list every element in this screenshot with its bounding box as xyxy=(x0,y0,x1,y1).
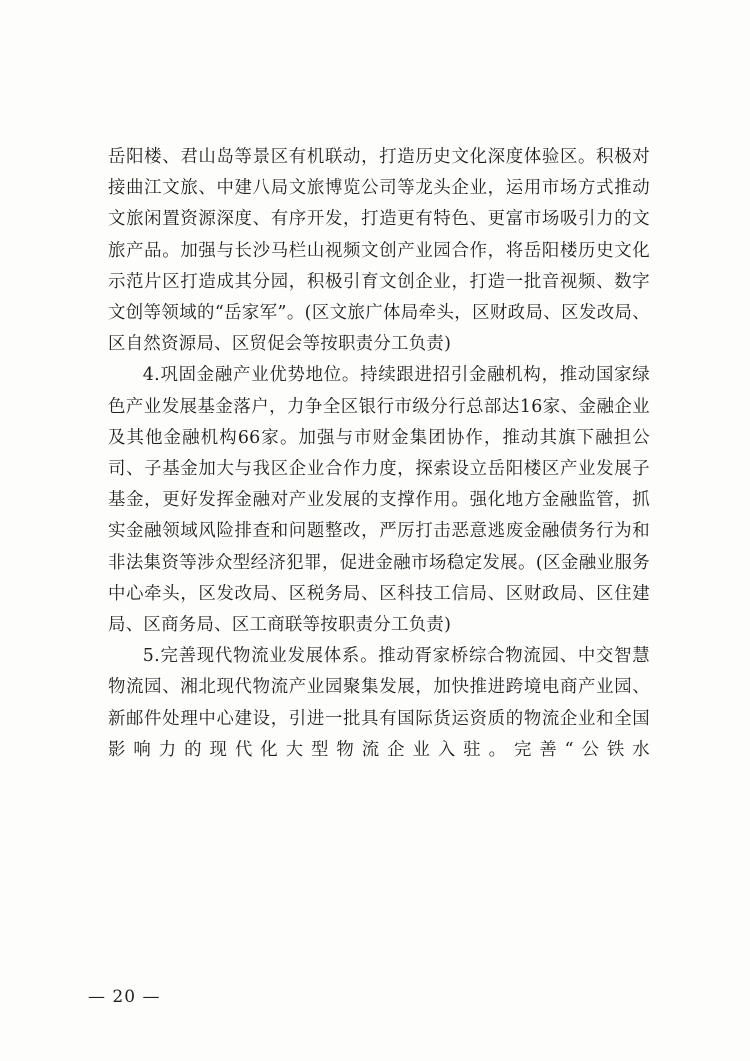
page-number: — 20 — xyxy=(88,987,161,1007)
paragraph-finance: 4.巩固金融产业优势地位。持续跟进招引金融机构，推动国家绿色产业发展基金落户，力争全区银行市级分行总部达16家、金融企业及其他金融机构66家。加强与市财金集团协作，推动其旗下融担公司、子基金加大与我区企业合作力度，探索设立岳阳楼区产业发展子基金，更好发挥金融对产业发展的支撑作用。强化地方金融监管，抓实金融领域风险排查和问题整改，严厉打击恶意逃废金融债务行为和非法集资等涉众型经济犯罪，促进金融市场稳定发展。(区金融业服务中心牵头，区发改局、区税务局、区科技工信局、区财政局、区住建局、区商务局、区工商联等按职责分工负责) xyxy=(108,365,650,636)
paragraph-culture-tourism: 岳阳楼、君山岛等景区有机联动，打造历史文化深度体验区。积极对接曲江文旅、中建八局文旅博览公司等龙头企业，运用市场方式推动文旅闲置资源深度、有序开发，打造更有特色、更富市场吸引力的文旅产品。加强与长沙马栏山视频文创产业园合作，将岳阳楼历史文化示范片区打造成其分园，积极引育文创企业，打造一批音视频、数字文创等领域的“岳家军”。(区文旅广体局牵头，区财政局、区发改局、区自然资源局、区贸促会等按职责分工负责) xyxy=(108,147,650,355)
document-body xyxy=(108,142,650,766)
paragraph-logistics: 5.完善现代物流业发展体系。推动胥家桥综合物流园、中交智慧物流园、湘北现代物流产业园聚集发展，加快推进跨境电商产业园、新邮件处理中心建设，引进一批具有国际货运资质的物流企业和全国影响力的现代化大型物流企业入驻。完善“公铁水 xyxy=(108,646,650,760)
